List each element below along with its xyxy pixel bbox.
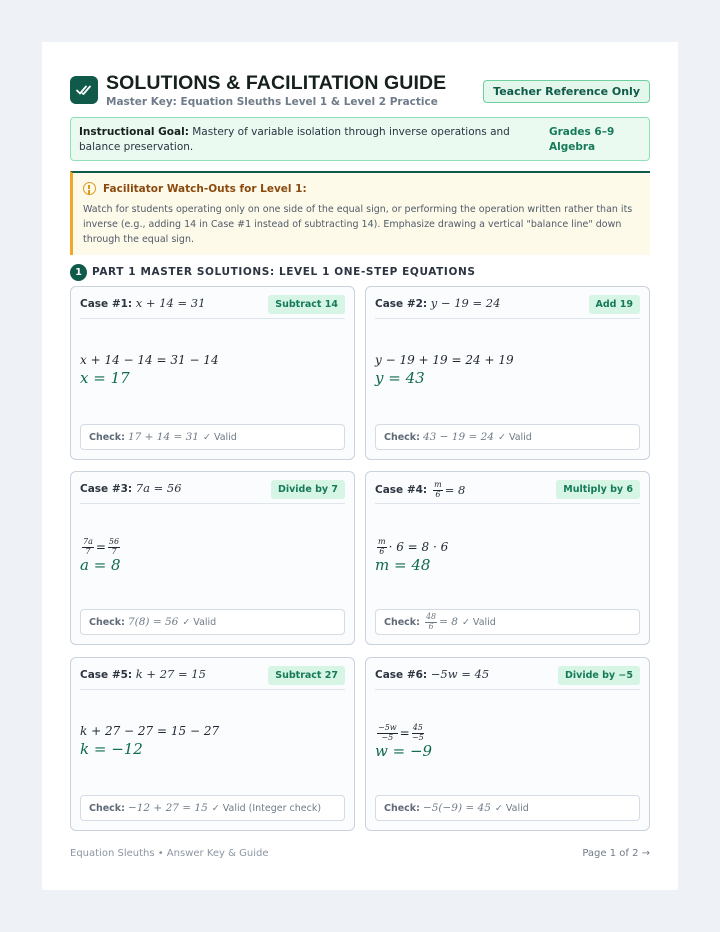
case-heading xyxy=(80,667,206,681)
divider xyxy=(375,689,640,690)
facilitator-watch-outs xyxy=(70,171,650,255)
watch-outs-title: Facilitator Watch-Outs for Level 1: xyxy=(103,182,307,195)
equation-rhs: = 8 xyxy=(444,483,466,497)
fraction xyxy=(433,481,443,499)
step-rest: · 6 = 8 · 6 xyxy=(388,540,449,554)
denominator: −5 xyxy=(381,732,394,742)
answer-key-page xyxy=(42,42,678,890)
case-card-3 xyxy=(70,471,355,645)
case-heading xyxy=(375,481,465,499)
page-title: SOLUTIONS & FACILITATION GUIDE xyxy=(106,72,447,94)
operation-badge: Add 19 xyxy=(589,295,640,314)
case-label: Case #1: xyxy=(80,298,133,310)
denominator: 6 xyxy=(435,489,441,499)
check-valid: ✓ Valid xyxy=(494,802,529,814)
case-equation: −5w = 45 xyxy=(430,667,490,681)
check-expression: 17 + 14 = 31 xyxy=(127,430,199,443)
page-indicator-link[interactable]: Page 1 of 2 → xyxy=(582,848,650,859)
solution-step xyxy=(375,538,448,556)
case-card-1 xyxy=(70,286,355,460)
divider xyxy=(375,318,640,319)
goal-text xyxy=(79,125,534,154)
solution-step xyxy=(80,538,122,556)
check-label: Check: xyxy=(384,802,420,814)
solution-answer: x = 17 xyxy=(80,369,130,387)
case-heading xyxy=(80,481,182,495)
check-label: Check: xyxy=(384,431,420,443)
case-equation: y − 19 = 24 xyxy=(430,296,501,310)
solution-answer: w = −9 xyxy=(375,742,433,760)
equals-sign: = xyxy=(95,540,106,554)
check-box xyxy=(80,609,345,635)
fraction xyxy=(412,724,424,742)
solution-answer: m = 48 xyxy=(375,556,431,574)
case-label: Case #6: xyxy=(375,669,428,681)
numerator: m xyxy=(378,537,386,546)
case-equation xyxy=(431,481,465,499)
case-label: Case #2: xyxy=(375,298,428,310)
check-expression: −12 + 27 = 15 xyxy=(127,801,208,814)
case-label: Case #3: xyxy=(80,483,133,495)
case-card-6 xyxy=(365,657,650,831)
denominator: 6 xyxy=(379,546,385,556)
case-equation: 7a = 56 xyxy=(135,481,182,495)
double-check-icon xyxy=(70,76,98,104)
check-label: Check: xyxy=(89,802,125,814)
fraction xyxy=(425,613,437,631)
case-label: Case #4: xyxy=(375,484,428,496)
solution-step: k + 27 − 27 = 15 − 27 xyxy=(80,724,220,738)
check-valid: ✓ Valid (Integer check) xyxy=(211,802,322,814)
case-heading xyxy=(80,296,205,310)
numerator: 56 xyxy=(108,537,120,546)
goal-description: Mastery of variable isolation through inverse operations and balance preservation. xyxy=(79,126,510,153)
section-number: 1 xyxy=(70,264,87,281)
operation-badge: Subtract 14 xyxy=(268,295,345,314)
denominator: −5 xyxy=(411,732,424,742)
case-label: Case #5: xyxy=(80,669,133,681)
case-card-5 xyxy=(70,657,355,831)
divider xyxy=(80,503,345,504)
operation-badge: Multiply by 6 xyxy=(556,480,640,499)
check-expression xyxy=(423,610,458,635)
operation-badge: Subtract 27 xyxy=(268,666,345,685)
check-valid: ✓ Valid xyxy=(202,431,237,443)
goal-label: Instructional Goal: xyxy=(79,126,189,138)
check-box xyxy=(375,424,640,450)
grade-level xyxy=(549,125,644,154)
solution-answer: a = 8 xyxy=(80,556,121,574)
check-box xyxy=(375,795,640,821)
section-title: PART 1 MASTER SOLUTIONS: LEVEL 1 ONE-STEP EQUATIONS xyxy=(92,266,476,278)
divider xyxy=(375,503,640,504)
check-label: Check: xyxy=(89,616,125,628)
check-expression: −5(−9) = 45 xyxy=(422,801,491,814)
check-box xyxy=(80,795,345,821)
section-heading xyxy=(70,263,476,281)
numerator: 45 xyxy=(412,723,423,732)
case-card-2 xyxy=(365,286,650,460)
check-expression: 43 − 19 = 24 xyxy=(422,430,494,443)
case-equation: k + 27 = 15 xyxy=(135,667,206,681)
divider xyxy=(80,318,345,319)
equals-sign: = xyxy=(399,726,410,740)
denominator: 7 xyxy=(111,546,117,556)
solution-step: x + 14 − 14 = 31 − 14 xyxy=(80,353,219,367)
check-box xyxy=(375,609,640,635)
watch-outs-text: Watch for students operating only on one side of the equal sign, or performing the operation written rather than its inverse (e.g., adding 14 in Case #1 instead of subtracting 14). Emphasize drawing a vertical "balance line" down through the equal sign. xyxy=(83,204,633,246)
check-valid: ✓ Valid xyxy=(497,431,532,443)
check-valid: ✓ Valid xyxy=(182,616,217,628)
fraction xyxy=(82,538,94,556)
check-rest: = 8 xyxy=(439,615,458,628)
numerator: 48 xyxy=(425,612,437,621)
numerator: m xyxy=(434,480,442,489)
subject-line: Algebra xyxy=(549,140,596,153)
footer-title: Equation Sleuths • Answer Key & Guide xyxy=(70,848,269,859)
divider xyxy=(80,689,345,690)
teacher-reference-badge: Teacher Reference Only xyxy=(483,80,650,103)
fraction xyxy=(377,538,387,556)
denominator: 7 xyxy=(85,546,91,556)
operation-badge: Divide by −5 xyxy=(558,666,640,685)
solution-answer: y = 43 xyxy=(375,369,425,387)
instructional-goal-box xyxy=(70,117,650,161)
numerator: −5w xyxy=(378,723,397,732)
fraction xyxy=(108,538,120,556)
case-heading xyxy=(375,296,500,310)
case-card-4 xyxy=(365,471,650,645)
denominator: 6 xyxy=(428,621,434,631)
page-header xyxy=(70,72,650,112)
check-label: Check: xyxy=(384,616,420,628)
warning-circle-icon xyxy=(83,182,96,195)
watch-outs-heading xyxy=(83,182,307,195)
case-heading xyxy=(375,667,489,681)
solution-step xyxy=(375,724,426,742)
check-valid: ✓ Valid xyxy=(461,616,496,628)
check-expression: 7(8) = 56 xyxy=(127,615,179,628)
page-subtitle: Master Key: Equation Sleuths Level 1 & Level 2 Practice xyxy=(106,96,438,108)
grades-line: Grades 6–9 xyxy=(549,126,615,138)
case-equation: x + 14 = 31 xyxy=(135,296,206,310)
operation-badge: Divide by 7 xyxy=(271,480,345,499)
solution-step: y − 19 + 19 = 24 + 19 xyxy=(375,353,514,367)
check-label: Check: xyxy=(89,431,125,443)
numerator: 7a xyxy=(83,537,93,546)
solution-answer: k = −12 xyxy=(80,740,143,758)
fraction xyxy=(377,724,398,742)
check-box xyxy=(80,424,345,450)
